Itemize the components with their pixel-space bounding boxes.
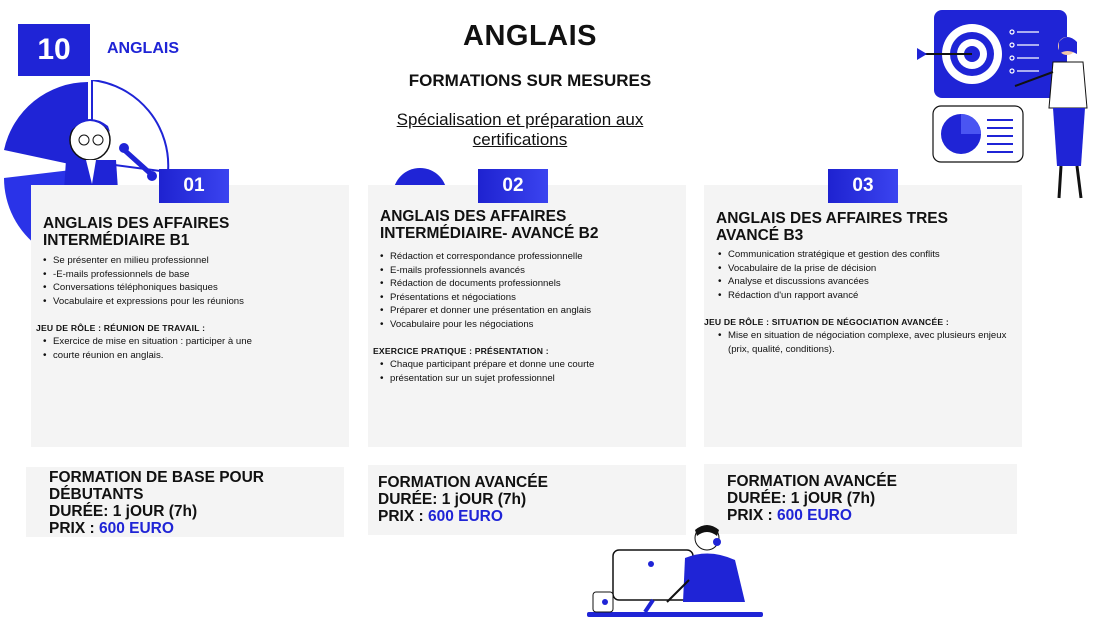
price-line xyxy=(727,507,1007,524)
course-footer-3-text xyxy=(727,473,1007,524)
price-value: 600 EURO xyxy=(427,508,503,525)
price-label: PRIX : xyxy=(378,508,424,525)
level-label: FORMATION AVANCÉE xyxy=(378,474,548,491)
exercise-list xyxy=(710,329,1028,356)
duration-label: DURÉE: 1 jOUR (7h) xyxy=(378,491,527,508)
card-number-tab: 03 xyxy=(828,169,898,203)
course-footer-2-text xyxy=(378,474,658,525)
page-tagline: Spécialisation et préparation aux certifications xyxy=(396,110,644,149)
card-title: ANGLAIS DES AFFAIRES INTERMÉDIAIRE- AVANCÉ B2 xyxy=(380,208,599,242)
section-number-badge: 10 xyxy=(18,24,90,76)
list-item: • Présentations et négociations xyxy=(390,291,695,305)
exercise-label: EXERCICE PRATIQUE : PRÉSENTATION : xyxy=(373,346,549,356)
page-subtitle: FORMATIONS SUR MESURES xyxy=(408,71,652,90)
page-title: ANGLAIS xyxy=(463,20,597,52)
list-item: • Rédaction et correspondance professionnelle xyxy=(390,250,695,264)
list-item: • Vocabulaire pour les négociations xyxy=(390,318,695,332)
target-illustration xyxy=(915,8,1103,208)
list-item: • Vocabulaire de la prise de décision xyxy=(728,262,1033,276)
price-value: 600 EURO xyxy=(98,520,174,537)
duration-label: DURÉE: 1 jOUR (7h) xyxy=(727,490,876,507)
list-item: • présentation sur un sujet professionnel xyxy=(390,372,695,386)
card-topic-list xyxy=(372,250,695,331)
exercise-list xyxy=(372,358,695,385)
duration-label: DURÉE: 1 jOUR (7h) xyxy=(49,503,198,520)
list-item: • Communication stratégique et gestion des conflits xyxy=(728,248,1033,262)
list-item: • Préparer et donner une présentation en anglais xyxy=(390,304,695,318)
list-item: • Mise en situation de négociation complexe, avec plusieurs enjeux (prix, qualité, conditions). xyxy=(728,329,1028,356)
level-label: FORMATION AVANCÉE xyxy=(727,473,897,490)
price-label: PRIX : xyxy=(49,520,95,537)
level-label: FORMATION DE BASE POUR DÉBUTANTS xyxy=(49,469,264,503)
card-number-tab: 01 xyxy=(159,169,229,203)
price-value: 600 EURO xyxy=(776,507,852,524)
list-item: • Chaque participant prépare et donne une courte xyxy=(390,358,695,372)
price-line xyxy=(49,520,329,537)
card-topic-list xyxy=(35,254,353,308)
list-item: • Exercice de mise en situation : participer à une xyxy=(53,335,353,349)
list-item: • Conversations téléphoniques basiques xyxy=(53,281,353,295)
list-item: • -E-mails professionnels de base xyxy=(53,268,353,282)
price-label: PRIX : xyxy=(727,507,773,524)
card-topic-list xyxy=(710,248,1033,302)
list-item: • Analyse et discussions avancées xyxy=(728,275,1033,289)
section-label: ANGLAIS xyxy=(107,40,179,57)
exercise-list xyxy=(35,335,353,362)
exercise-label: JEU DE RÔLE : RÉUNION DE TRAVAIL : xyxy=(36,323,206,333)
computer-monitor-icon xyxy=(613,550,693,600)
list-item: • courte réunion en anglais. xyxy=(53,349,353,363)
course-footer-1-text xyxy=(49,469,329,537)
card-title: ANGLAIS DES AFFAIRES TRES AVANCÉ B3 xyxy=(716,210,948,244)
list-item: • Vocabulaire et expressions pour les réunions xyxy=(53,295,353,309)
list-item: • Rédaction de documents professionnels xyxy=(390,277,695,291)
card-title: ANGLAIS DES AFFAIRES INTERMÉDIAIRE B1 xyxy=(43,215,230,249)
list-item: • Rédaction d'un rapport avancé xyxy=(728,289,1033,303)
card-number-tab: 02 xyxy=(478,169,548,203)
computer-user-illustration xyxy=(585,520,765,618)
list-item: • Se présenter en milieu professionnel xyxy=(53,254,353,268)
list-item: • E-mails professionnels avancés xyxy=(390,264,695,278)
exercise-label: JEU DE RÔLE : SITUATION DE NÉGOCIATION AVANCÉE : xyxy=(704,317,949,327)
